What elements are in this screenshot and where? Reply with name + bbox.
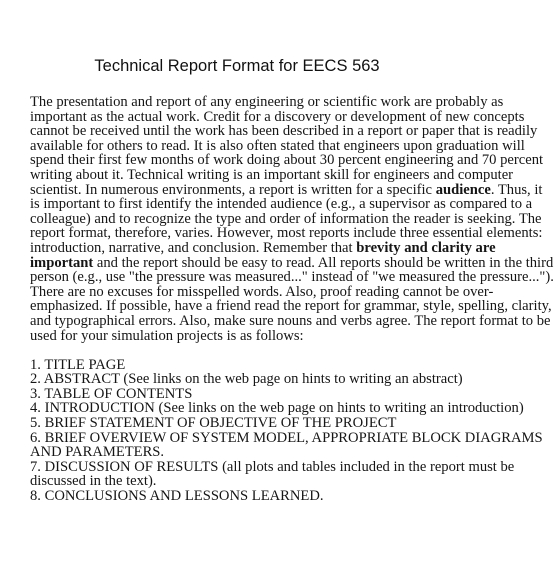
paragraph-spacer [30, 343, 460, 358]
paragraph-line: important and the report should be easy to read. All reports should be written in the third [30, 254, 554, 271]
paragraph-line: scientist. In numerous environments, a report is written for a specific audience. Thus, it [30, 181, 543, 198]
paragraph-line: The presentation and report of any engineering or scientific work are probably as [30, 94, 504, 110]
list-item: 5. BRIEF STATEMENT OF OBJECTIVE OF THE PROJECT [30, 415, 397, 432]
paragraph-line: There are no excuses for misspelled words. Also, proof reading cannot be over- [30, 283, 494, 300]
paragraph-line: writing about it. Technical writing is an important skill for engineers and computer [30, 166, 514, 183]
list-item: 7. DISCUSSION OF RESULTS (all plots and tables included in the report must be [30, 458, 515, 475]
list-item: discussed in the text). [30, 473, 157, 490]
paragraph-line: important as the actual work. Credit for a discovery or development of new concepts [30, 108, 525, 125]
paragraph-line: colleague) and to recognize the type and order of information the reader is seeking. The [30, 210, 542, 227]
list-item: 2. ABSTRACT (See links on the web page on hints to writing an abstract) [30, 371, 463, 388]
paragraph-line: is important to first identify the intended audience (e.g., a supervisor as compared to a [30, 196, 533, 213]
bold-important: important [30, 254, 94, 271]
report-format-list [30, 356, 543, 505]
paragraph-line: introduction, narrative, and conclusion. Remember that brevity and clarity are [30, 239, 496, 256]
paragraph-line: person (e.g., use "the pressure was measured..." instead of "we measured the pressure..."). [30, 269, 554, 286]
paragraph-line: and typographical errors. Also, make sure nouns and verbs agree. The report format to be [30, 312, 551, 329]
list-item: 4. INTRODUCTION (See links on the web page on hints to writing an introduction) [30, 400, 524, 417]
document-title: Technical Report Format for EECS 563 [94, 57, 380, 75]
paragraph-line: available for others to read. It is also often stated that engineers upon graduation will [30, 137, 525, 154]
list-item: 1. TITLE PAGE [30, 356, 126, 373]
paragraph-line: spend their first few months of work doing about 30 percent engineering and 70 percent [30, 152, 544, 169]
list-item: 3. TABLE OF CONTENTS [30, 385, 193, 402]
paragraph-line: used for your simulation projects is as follows: [30, 327, 304, 344]
intro-paragraph [30, 94, 554, 344]
paragraph-line: cannot be received until the work has been described in a report or paper that is readily [30, 123, 538, 140]
list-item: 8. CONCLUSIONS AND LESSONS LEARNED. [30, 488, 324, 505]
paragraph-line: emphasized. If possible, have a friend read the report for grammar, style, spelling, clarity, [30, 298, 552, 315]
bold-brevity-clarity: brevity and clarity are [356, 239, 496, 256]
document-body [30, 94, 554, 505]
paragraph-line: report format, therefore, varies. However, most reports include three essential elements: [30, 225, 543, 242]
bold-audience: audience [435, 181, 491, 198]
list-item: 6. BRIEF OVERVIEW OF SYSTEM MODEL, APPROPRIATE BLOCK DIAGRAMS [30, 429, 543, 446]
list-item: AND PARAMETERS. [30, 444, 165, 461]
